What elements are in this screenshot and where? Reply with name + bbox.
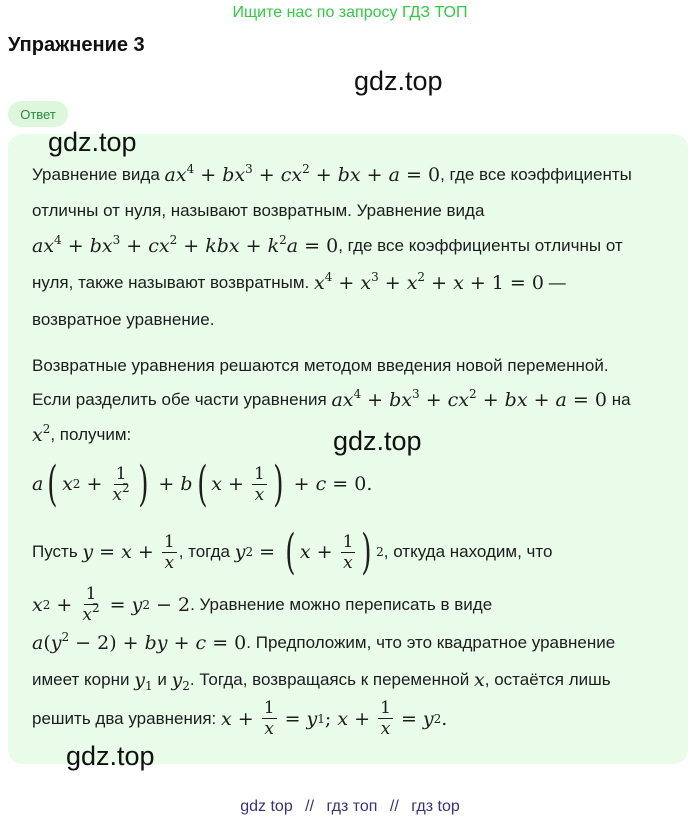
formula: $x^2$: [32, 422, 51, 446]
footer-separator: //: [389, 798, 399, 815]
text-line: [32, 310, 214, 330]
text-fragment: Возвратные уравнения решаются методом введения новой переменной.: [32, 356, 609, 375]
formula: x + $\frac{1}{x}$ = y 1 ; x + $\frac{1}{x}$ = y 2 .: [221, 698, 448, 739]
text-line: [32, 356, 609, 376]
text-fragment: имеет корни: [32, 670, 130, 689]
formula-line: [32, 456, 373, 512]
text-fragment: на: [611, 390, 631, 409]
text-line: [32, 584, 492, 625]
text-fragment: , остаётся лишь: [484, 670, 611, 689]
text-line: [32, 698, 447, 739]
watermark: gdz.top: [66, 741, 155, 771]
text-fragment: Пусть: [32, 542, 78, 561]
footer-separator: //: [305, 798, 315, 815]
text-fragment: . Тогда, возвращаясь к переменной: [189, 670, 470, 689]
watermark: gdz.top: [48, 127, 137, 157]
formula: x: [474, 669, 485, 691]
footer-links: [0, 798, 700, 816]
text-fragment: Уравнение вида: [32, 165, 160, 184]
footer-link[interactable]: гдз топ: [326, 798, 378, 815]
text-line: [32, 669, 611, 691]
formula: x 2 + $\frac{1}{x^2}$ = y 2 − 2: [32, 584, 191, 625]
text-line: [32, 424, 131, 446]
text-line: [32, 235, 623, 257]
text-fragment: , где все коэффициенты: [440, 165, 632, 184]
footer-link[interactable]: гдз top: [411, 798, 460, 815]
formula: $y_1$: [134, 669, 153, 693]
text-fragment: —: [548, 273, 566, 292]
watermark: gdz.top: [333, 426, 422, 456]
text-fragment: решить два уравнения:: [32, 708, 217, 728]
text-fragment: нуля, также называют возвратным.: [32, 273, 310, 292]
formula: $a(y^2 - 2)$ + by + c = 0: [32, 630, 247, 654]
answer-badge: Ответ: [8, 101, 68, 127]
text-fragment: , откуда находим, что: [383, 542, 553, 561]
text-line: [32, 389, 631, 411]
top-banner: Ищите нас по запросу ГДЗ ТОП: [232, 4, 468, 21]
footer-link[interactable]: gdz top: [240, 798, 293, 815]
text-line: [32, 164, 632, 186]
text-fragment: , получим:: [50, 425, 132, 444]
formula: $ax^4 + bx^3 + cx^2$ + kbx + $k^2a = 0$: [32, 233, 339, 257]
text-fragment: . Предположим, что это квадратное уравнение: [246, 633, 616, 652]
text-fragment: , тогда: [178, 542, 230, 561]
text-fragment: Если разделить обе части уравнения: [32, 390, 327, 409]
formula: $x^4 + x^3 + x^2 + x + 1 = 0$: [313, 270, 544, 294]
text-fragment: и: [157, 670, 167, 689]
page-title: Упражнение 3: [8, 34, 145, 56]
text-line: [32, 524, 553, 580]
formula: $ax^4 + bx^3 + cx^2$ + bx + a = 0: [331, 387, 607, 411]
text-line: [32, 272, 566, 294]
formula: y = x + $\frac{1}{x}$: [82, 531, 175, 573]
text-fragment: . Уравнение можно переписать в виде: [190, 594, 493, 614]
text-line: [32, 632, 615, 654]
text-fragment: , где все коэффициенты отличны от: [338, 236, 623, 255]
text-line: [32, 201, 484, 221]
watermark: gdz.top: [354, 66, 443, 96]
formula: $ax^4 + bx^3 + cx^2$ + bx + a = 0: [164, 162, 441, 186]
formula: a ( x 2 + $\frac{1}{x^2}$ ) + b ( x + $\frac{1}{x}$ ) + c = 0.: [32, 456, 373, 512]
text-fragment: отличны от нуля, называют возвратным. Уравнение вида: [32, 201, 485, 220]
formula: $y_2$: [171, 669, 190, 693]
formula: y 2 = ( x + $\frac{1}{x}$ ) 2: [234, 524, 384, 580]
text-fragment: возвратное уравнение.: [32, 310, 215, 329]
